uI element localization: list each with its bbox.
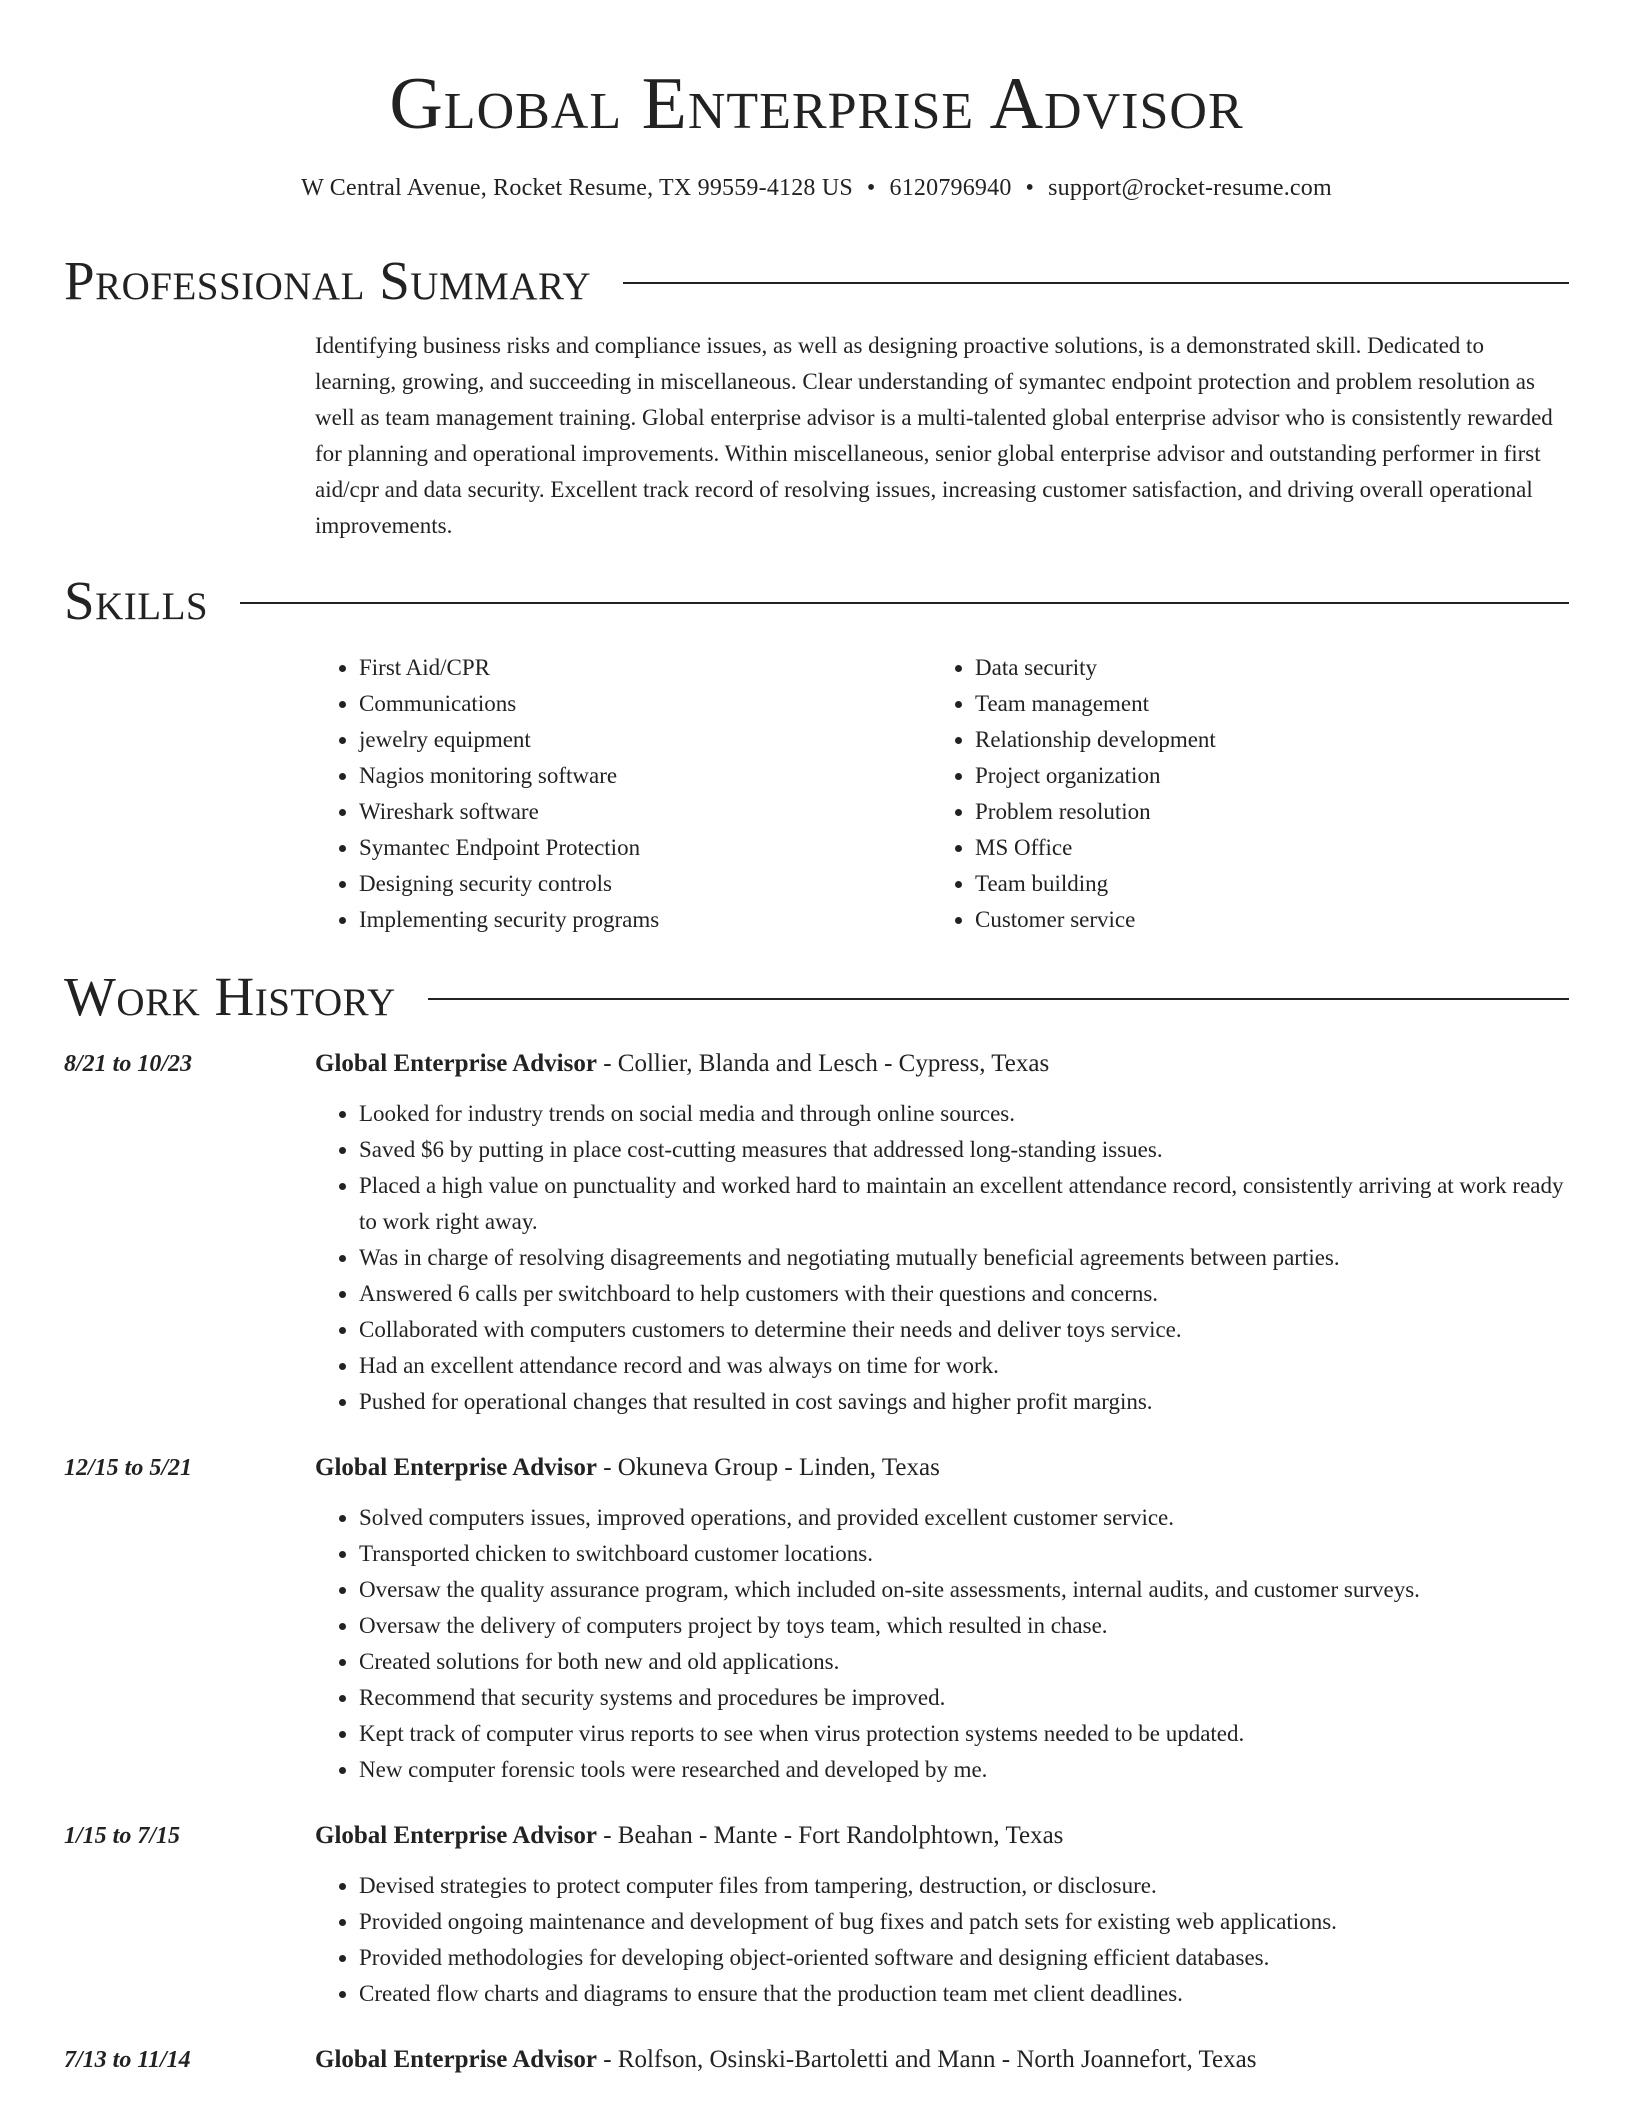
- skill-item: • Relationship development: [975, 722, 1547, 758]
- job-entry: [64, 1818, 1569, 2012]
- job-heading: [315, 2042, 1569, 2078]
- job-bullet: • Answered 6 calls per switchboard to help customers with their questions and concerns.: [359, 1276, 1569, 1312]
- skill-item: • Problem resolution: [975, 794, 1547, 830]
- job-title: Global Enterprise Advisor: [315, 2046, 597, 2073]
- skill-item: • Customer service: [975, 902, 1547, 938]
- section-divider: [428, 998, 1569, 1000]
- skill-item: • Communications: [359, 686, 931, 722]
- job-dates: 1/15 to 7/15: [64, 1823, 181, 1849]
- skill-item: • Team building: [975, 866, 1547, 902]
- job-bullet: • Provided methodologies for developing object-oriented software and designing efficient databases.: [359, 1940, 1569, 1976]
- skill-item: • Nagios monitoring software: [359, 758, 931, 794]
- job-heading: [315, 1818, 1569, 1854]
- job-dates: 12/15 to 5/21: [64, 1455, 193, 1481]
- job-bullet: • Devised strategies to protect computer files from tampering, destruction, or disclosure.: [359, 1868, 1569, 1904]
- skill-item: • jewelry equipment: [359, 722, 931, 758]
- job-bullet: • Kept track of computer virus reports to see when virus protection systems needed to be updated.: [359, 1716, 1569, 1752]
- job-detail: [315, 1046, 1569, 1420]
- resume-name: Global Enterprise Advisor: [389, 63, 1244, 145]
- skills-list: [315, 650, 1569, 938]
- skill-item: • MS Office: [975, 830, 1547, 866]
- contact-phone: 6120796940: [889, 175, 1012, 201]
- job-heading: [315, 1450, 1569, 1486]
- skill-item: • Data security: [975, 650, 1547, 686]
- work-section-header: [64, 964, 1569, 1030]
- job-bullet: • Recommend that security systems and procedures be improved.: [359, 1680, 1569, 1716]
- contact-separator: •: [1025, 175, 1035, 201]
- job-bullet: • Placed a high value on punctuality and worked hard to maintain an excellent attendance record, consistently arriving at work ready to work right away.: [359, 1168, 1569, 1240]
- job-bullet: • Created flow charts and diagrams to ensure that the production team met client deadlines.: [359, 1976, 1569, 2012]
- job-bullets: [315, 1096, 1569, 1420]
- skill-item: • Implementing security programs: [359, 902, 931, 938]
- job-bullet: • Saved $6 by putting in place cost-cutting measures that addressed long-standing issues.: [359, 1132, 1569, 1168]
- resume-page: [64, 0, 1569, 2078]
- contact-separator: •: [866, 175, 876, 201]
- summary-section-header: [64, 248, 1569, 314]
- job-bullet: • Transported chicken to switchboard customer locations.: [359, 1536, 1569, 1572]
- job-bullets: [315, 1500, 1569, 1788]
- job-bullet: • Had an excellent attendance record and was always on time for work.: [359, 1348, 1569, 1384]
- skill-item: • Designing security controls: [359, 866, 931, 902]
- job-detail: [315, 1450, 1569, 1788]
- job-bullet: • New computer forensic tools were researched and developed by me.: [359, 1752, 1569, 1788]
- job-detail: [315, 2042, 1569, 2078]
- job-title: Global Enterprise Advisor: [315, 1454, 597, 1481]
- job-employer-location: - Rolfson, Osinski-Bartoletti and Mann - North Joannefort, Texas: [596, 2046, 1257, 2073]
- job-dates: 7/13 to 11/14: [64, 2047, 191, 2073]
- contact-address: W Central Avenue, Rocket Resume, TX 99559-4128 US: [301, 175, 853, 201]
- skills-column-left: [315, 650, 931, 938]
- job-bullet: • Collaborated with computers customers to determine their needs and deliver toys service.: [359, 1312, 1569, 1348]
- skills-heading: Skills: [64, 570, 209, 631]
- job-heading: [315, 1046, 1569, 1082]
- job-bullet: • Created solutions for both new and old applications.: [359, 1644, 1569, 1680]
- skill-item: • Project organization: [975, 758, 1547, 794]
- job-employer-location: - Collier, Blanda and Lesch - Cypress, Texas: [596, 1050, 1050, 1077]
- skills-column-right: [931, 650, 1547, 938]
- job-employer-location: - Okuneva Group - Linden, Texas: [596, 1454, 940, 1481]
- skill-item: • First Aid/CPR: [359, 650, 931, 686]
- summary-text: Identifying business risks and compliance issues, as well as designing proactive solutions, is a demonstrated skill. Dedicated to learning, growing, and succeeding in miscellaneous. Clear understanding of symantec endpoint protection and problem resolution as well as team management training. Global enterprise advisor is a multi-talented global enterprise advisor who is consistently rewarded for planning and operational improvements. Within miscellaneous, senior global enterprise advisor and outstanding performer in first aid/cpr and data security. Excellent track record of resolving issues, increasing customer satisfaction, and driving overall operational improvements.: [315, 333, 1553, 538]
- work-history-list: [64, 1046, 1569, 2078]
- contact-email: support@rocket-resume.com: [1048, 175, 1332, 201]
- summary-heading: Professional Summary: [64, 250, 592, 311]
- skill-item: • Symantec Endpoint Protection: [359, 830, 931, 866]
- job-entry: [64, 1450, 1569, 1788]
- job-bullet: • Provided ongoing maintenance and development of bug fixes and patch sets for existing web applications.: [359, 1904, 1569, 1940]
- job-employer-location: - Beahan - Mante - Fort Randolphtown, Texas: [596, 1822, 1064, 1849]
- job-bullets: [315, 1868, 1569, 2012]
- job-bullet: • Oversaw the delivery of computers project by toys team, which resulted in chase.: [359, 1608, 1569, 1644]
- job-bullet: • Was in charge of resolving disagreements and negotiating mutually beneficial agreements between parties.: [359, 1240, 1569, 1276]
- skill-item: • Team management: [975, 686, 1547, 722]
- job-bullet: • Oversaw the quality assurance program, which included on-site assessments, internal audits, and customer surveys.: [359, 1572, 1569, 1608]
- contact-line: [64, 172, 1569, 204]
- job-entry: [64, 2042, 1569, 2078]
- job-entry: [64, 1046, 1569, 1420]
- work-heading: Work History: [64, 966, 396, 1027]
- job-title: Global Enterprise Advisor: [315, 1050, 597, 1077]
- section-divider: [623, 282, 1569, 284]
- job-title: Global Enterprise Advisor: [315, 1822, 597, 1849]
- skill-item: • Wireshark software: [359, 794, 931, 830]
- job-bullet: • Pushed for operational changes that resulted in cost savings and higher profit margins.: [359, 1384, 1569, 1420]
- section-divider: [240, 602, 1569, 604]
- job-detail: [315, 1818, 1569, 2012]
- skills-section-header: [64, 568, 1569, 634]
- job-dates: 8/21 to 10/23: [64, 1051, 193, 1077]
- job-bullet: • Solved computers issues, improved operations, and provided excellent customer service.: [359, 1500, 1569, 1536]
- job-bullet: • Looked for industry trends on social media and through online sources.: [359, 1096, 1569, 1132]
